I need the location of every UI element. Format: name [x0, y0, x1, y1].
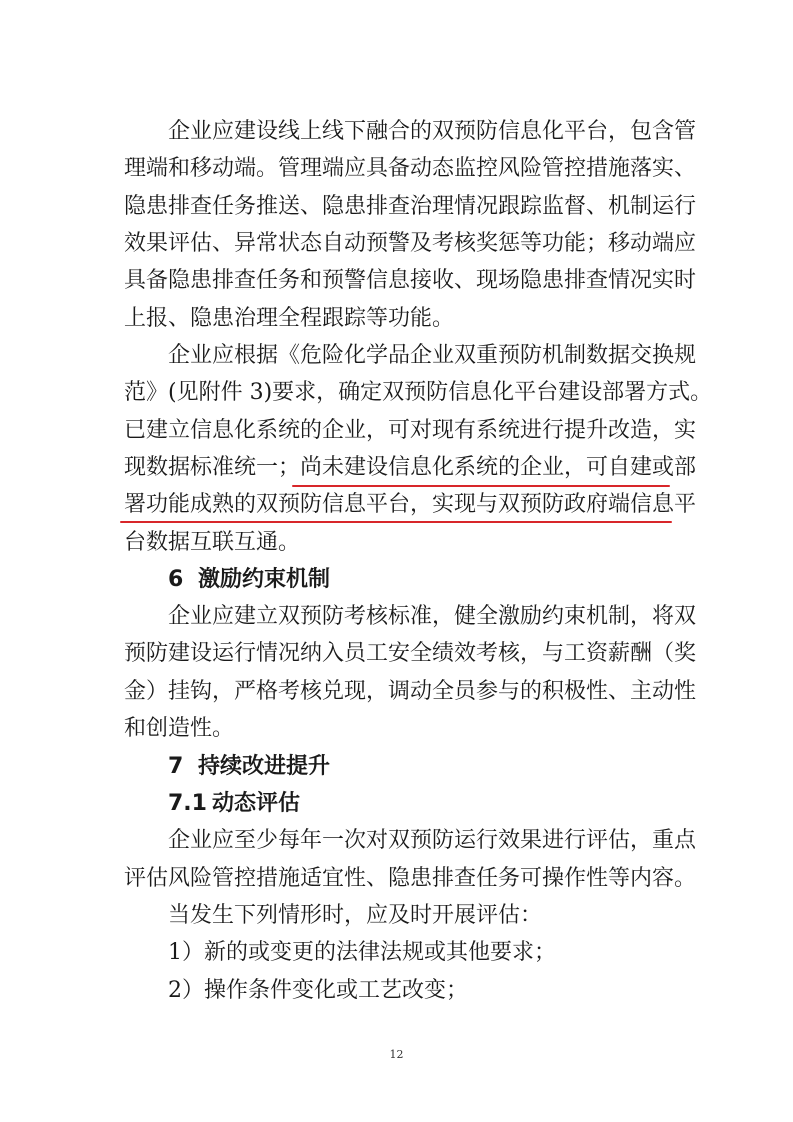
list-item: [0, 935, 793, 971]
text-line: 已建立信息化系统的企业，可对现有系统进行提升改造，实: [124, 418, 697, 443]
text-line: 2）操作条件变化或工艺改变；: [168, 978, 468, 1003]
section-number: 7.1: [168, 791, 207, 816]
text-line: 企业应至少每年一次对双预防运行效果进行评估，重点: [168, 828, 697, 853]
paragraph-line: [0, 114, 793, 150]
text-line: 理端和移动端。管理端应具备动态监控风险管控措施落实、: [124, 156, 697, 181]
section-title: 动态评估: [212, 791, 301, 816]
paragraph-line: [0, 861, 793, 897]
paragraph-line: [0, 450, 793, 486]
paragraph-line: [0, 525, 793, 561]
paragraph-line: [0, 636, 793, 672]
text-line: 1）新的或变更的法律法规或其他要求；: [168, 940, 556, 965]
text-line: 上报、隐患治理全程跟踪等功能。: [124, 306, 455, 331]
paragraph-line: [0, 823, 793, 859]
page-number: 12: [389, 1048, 404, 1061]
text-line: 效果评估、异常状态自动预警及考核奖惩等功能；移动端应: [124, 231, 697, 256]
paragraph-line: [0, 674, 793, 710]
paragraph-line: [0, 711, 793, 747]
text-line: 预防建设运行情况纳入员工安全绩效考核，与工资薪酬（奖: [124, 641, 697, 666]
paragraph-line: [0, 413, 793, 449]
paragraph-line: [0, 301, 793, 337]
section-title: 激励约束机制: [198, 567, 331, 592]
text-line: 当发生下列情形时，应及时开展评估：: [168, 903, 543, 928]
paragraph-line: [0, 375, 793, 411]
paragraph-line: [0, 263, 793, 299]
text-line: 具备隐患排查任务和预警信息接收、现场隐患排查情况实时: [124, 268, 697, 293]
paragraph-line: [0, 189, 793, 225]
text-line: 隐患排查任务推送、隐患排查治理情况跟踪监督、机制运行: [124, 194, 697, 219]
list-item: [0, 973, 793, 1009]
text-line: 金）挂钩，严格考核兑现，调动全员参与的积极性、主动性: [124, 679, 697, 704]
paragraph-line: [0, 599, 793, 635]
text-line: 台数据互联互通。: [124, 530, 301, 555]
paragraph-line: [0, 487, 793, 523]
text-line: 现数据标准统一；尚未建设信息化系统的企业，可自建或部: [124, 455, 697, 480]
section-number: 6: [168, 567, 184, 592]
section-title: 持续改进提升: [198, 754, 331, 779]
paragraph-line: [0, 151, 793, 187]
section-heading-7: [0, 749, 793, 785]
section-number: 7: [168, 754, 184, 779]
text-line: 评估风险管控措施适宜性、隐患排查任务可操作性等内容。: [124, 866, 697, 891]
text-line: 企业应建设线上线下融合的双预防信息化平台，包含管: [168, 119, 697, 144]
text-line: 范》(见附件 3)要求，确定双预防信息化平台建设部署方式。: [124, 380, 713, 405]
text-line: 企业应根据《危险化学品企业双重预防机制数据交换规: [168, 343, 697, 368]
text-line: 署功能成熟的双预防信息平台，实现与双预防政府端信息平: [124, 492, 697, 517]
red-underline: [120, 521, 672, 523]
text-line: 和创造性。: [124, 716, 235, 741]
paragraph-line: [0, 898, 793, 934]
text-line: 企业应建立双预防考核标准，健全激励约束机制，将双: [168, 604, 697, 629]
paragraph-line: [0, 226, 793, 262]
paragraph-line: [0, 338, 793, 374]
subsection-heading-7-1: [0, 786, 793, 822]
section-heading-6: [0, 562, 793, 598]
